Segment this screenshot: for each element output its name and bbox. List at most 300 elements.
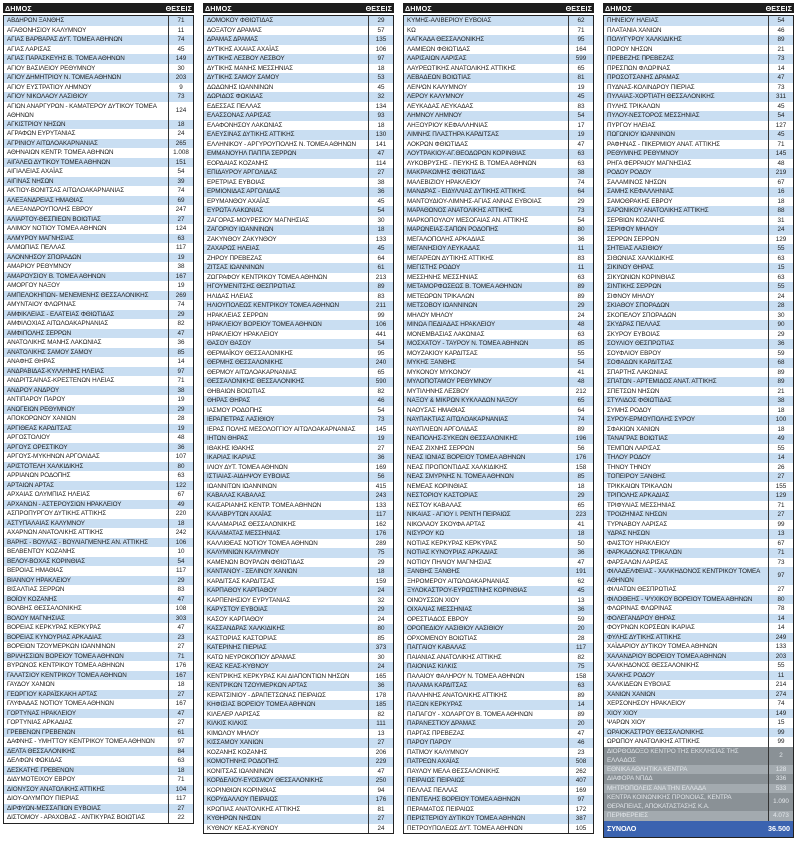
municipality-name: ΑΡΓΟΥΣ ΟΡΕΣΤΙΚΟΥ bbox=[7, 443, 68, 451]
positions-count: 63 bbox=[168, 756, 193, 766]
positions-count: 23 bbox=[168, 633, 193, 643]
municipality-name: ΣΦΑΚΙΩΝ ΧΑΝΙΩΝ bbox=[607, 425, 660, 433]
table-row bbox=[604, 396, 793, 406]
positions-count: 82 bbox=[368, 710, 393, 720]
municipality-name: ΜΟΥΖΑΚΙΟΥ ΚΑΡΔΙΤΣΑΣ bbox=[407, 349, 478, 357]
positions-count: 141 bbox=[368, 140, 393, 150]
municipality-name: ΣΑΛΑΜΙΝΟΣ ΝΗΣΩΝ bbox=[607, 178, 667, 186]
table-row bbox=[404, 672, 593, 682]
positions-count: 89 bbox=[768, 377, 793, 387]
municipality-name: ΠΑΡΑΝΕΣΤΙΟΥ ΔΡΑΜΑΣ bbox=[407, 720, 476, 727]
positions-count: 17 bbox=[568, 121, 593, 131]
table-row bbox=[604, 54, 793, 64]
municipality-name: ΔΥΤΙΚΗΣ ΜΑΝΗΣ ΜΕΣΣΗΝΙΑΣ bbox=[207, 64, 293, 72]
positions-count: 176 bbox=[568, 453, 593, 463]
table-row bbox=[204, 45, 393, 55]
table-row bbox=[204, 624, 393, 634]
special-row bbox=[604, 774, 793, 784]
table-row bbox=[4, 509, 193, 519]
header-positions: ΘΕΣΕΙΣ bbox=[365, 3, 392, 13]
municipality-name: ΕΛΕΥΣΙΝΑΣ ΔΥΤΙΚΗΣ ΑΤΤΙΚΗΣ bbox=[207, 131, 295, 138]
table-row bbox=[204, 16, 393, 26]
table-row bbox=[604, 263, 793, 273]
table-row bbox=[4, 243, 193, 253]
table-row bbox=[4, 633, 193, 643]
table-row bbox=[204, 672, 393, 682]
table-row bbox=[204, 757, 393, 767]
municipality-name: ΝΟΤΙΑΣ ΚΕΡΚΥΡΑΣ ΚΕΡΚΥΡΑΣ bbox=[407, 539, 497, 547]
municipality-name: ΒΟΛΟΥ ΜΑΓΝΗΣΙΑΣ bbox=[7, 614, 65, 622]
table-row bbox=[404, 254, 593, 264]
table-row bbox=[4, 253, 193, 263]
positions-count: 74 bbox=[168, 300, 193, 310]
positions-count: 85 bbox=[568, 472, 593, 482]
table-row bbox=[204, 824, 393, 834]
municipality-name: ΑΓΙΟΥ ΒΑΣΙΛΕΙΟΥ ΡΕΘΥΜΝΟΥ bbox=[7, 64, 96, 72]
table-row bbox=[404, 539, 593, 549]
positions-count: 39 bbox=[168, 177, 193, 187]
municipality-name: ΑΝΔΡΑΒΙΔΑΣ-ΚΥΛΛΗΝΗΣ ΗΛΕΙΑΣ bbox=[7, 367, 105, 375]
municipality-name: ΘΕΡΜΗΣ ΘΕΣΣΑΛΟΝΙΚΗΣ bbox=[207, 359, 283, 366]
table-row bbox=[4, 709, 193, 719]
table-row bbox=[4, 462, 193, 472]
municipality-name: ΤΡΙΚΚΑΙΩΝ ΤΡΙΚΑΛΩΝ bbox=[607, 482, 672, 490]
table-row bbox=[4, 54, 193, 64]
positions-count: 45 bbox=[568, 92, 593, 102]
municipality-name: ΗΡΑΚΛΕΙΟΥ ΗΡΑΚΛΕΙΟΥ bbox=[207, 330, 279, 338]
table-row bbox=[404, 596, 593, 606]
table-row bbox=[4, 64, 193, 74]
positions-count: 27 bbox=[168, 642, 193, 652]
table-row bbox=[204, 235, 393, 245]
table-row bbox=[604, 699, 793, 709]
positions-count: 167 bbox=[168, 671, 193, 681]
positions-count: 74 bbox=[568, 415, 593, 425]
municipality-name: ΒΟΡΕΙΩΝ ΤΖΟΥΜΕΡΚΩΝ ΙΩΑΝΝΙΝΩΝ bbox=[7, 643, 116, 650]
positions-count: 14 bbox=[768, 64, 793, 74]
table-row bbox=[204, 586, 393, 596]
table-row bbox=[604, 585, 793, 595]
municipality-name: ΠΑΙΟΝΙΑΣ ΚΙΛΚΙΣ bbox=[407, 663, 458, 670]
municipality-name: ΔΙΟΝΥΣΟΥ ΑΝΑΤΟΛΙΚΗΣ ΑΤΤΙΚΗΣ bbox=[7, 785, 105, 793]
header-municipality: ΔΗΜΟΣ bbox=[205, 3, 232, 13]
table-row bbox=[204, 558, 393, 568]
positions-count: 14 bbox=[568, 700, 593, 710]
municipality-name: ΦΑΡΣΑΛΩΝ ΛΑΡΙΣΑΣ bbox=[607, 558, 668, 566]
table-row bbox=[404, 54, 593, 64]
municipality-name: ΠΑΛΑΙΟΥ ΦΑΛΗΡΟΥ Ν. ΤΟΜΕΑ ΑΘΗΝΩΝ bbox=[407, 672, 525, 680]
table-row bbox=[204, 786, 393, 796]
table-row bbox=[404, 776, 593, 786]
table-row bbox=[404, 111, 593, 121]
table-row bbox=[204, 691, 393, 701]
municipality-name: ΜΕΤΑΜΟΡΦΩΣΕΩΣ Β. ΤΟΜΕΑ ΑΘΗΝΩΝ bbox=[407, 283, 522, 290]
table-row bbox=[204, 111, 393, 121]
positions-count: 36 bbox=[368, 681, 393, 691]
table-row bbox=[604, 728, 793, 738]
positions-count: 63 bbox=[568, 681, 593, 691]
municipality-name: ΑΜΑΡΙΟΥ ΡΕΘΥΜΝΟΥ bbox=[7, 263, 72, 270]
table-row bbox=[404, 358, 593, 368]
positions-count: 167 bbox=[168, 272, 193, 282]
positions-count: 85 bbox=[368, 634, 393, 644]
municipality-name: ΘΑΣΟΥ ΘΑΣΟΥ bbox=[207, 340, 252, 347]
positions-count: 24 bbox=[368, 586, 393, 596]
table-row bbox=[404, 510, 593, 520]
municipality-name: ΚΑΡΔΙΤΣΑΣ ΚΑΡΔΙΤΣΑΣ bbox=[207, 577, 275, 585]
municipality-name: ΘΗΒΑΙΩΝ ΒΟΙΩΤΙΑΣ bbox=[207, 387, 266, 395]
municipality-name: ΓΟΡΤΥΝΑΣ ΗΡΑΚΛΕΙΟΥ bbox=[7, 709, 76, 717]
positions-count: 30 bbox=[768, 311, 793, 321]
table-row bbox=[204, 330, 393, 340]
table-row bbox=[204, 92, 393, 102]
table-row bbox=[204, 311, 393, 321]
positions-count: 89 bbox=[568, 282, 593, 292]
municipality-name: ΚΕΝΤΡΙΚΩΝ ΤΖΟΥΜΕΡΚΩΝ ΑΡΤΑΣ bbox=[207, 682, 308, 689]
table-row bbox=[604, 16, 793, 26]
municipality-name: ΣΤΥΛΙΔΟΣ ΦΘΙΩΤΙΔΑΣ bbox=[607, 397, 672, 404]
positions-count: 158 bbox=[568, 463, 593, 473]
municipality-name: ΚΑΛΥΜΝΙΩΝ ΚΑΛΥΜΝΟΥ bbox=[207, 549, 280, 556]
table-row bbox=[204, 216, 393, 226]
municipality-name: ΦΟΥΡΝΩΝ ΚΟΡΣΕΩΝ ΙΚΑΡΙΑΣ bbox=[607, 624, 695, 631]
table-row bbox=[204, 358, 393, 368]
table-row bbox=[404, 311, 593, 321]
table-row bbox=[404, 187, 593, 197]
municipality-name: ΜΑΡΑΘΩΝΟΣ ΑΝΑΤΟΛΙΚΗΣ ΑΤΤΙΚΗΣ bbox=[407, 207, 513, 214]
municipality-name: ΝΙΣΥΡΟΥ ΚΩ bbox=[407, 530, 445, 537]
positions-count: 71 bbox=[768, 501, 793, 511]
municipality-name: ΠΑΤΡΕΩΝ ΑΧΑΪΑΣ bbox=[407, 758, 460, 765]
municipality-name: ΑΡΤΑΙΩΝ ΑΡΤΑΣ bbox=[7, 481, 54, 489]
positions-count: 149 bbox=[168, 54, 193, 64]
table-row bbox=[204, 615, 393, 625]
table-row bbox=[204, 710, 393, 720]
table-row bbox=[4, 680, 193, 690]
municipality-name: ΜΥΛΟΠΟΤΑΜΟΥ ΡΕΘΥΜΝΟΥ bbox=[407, 378, 492, 385]
table-row bbox=[204, 425, 393, 435]
table-row bbox=[204, 263, 393, 273]
positions-count: 80 bbox=[768, 595, 793, 605]
positions-count: 46 bbox=[368, 396, 393, 406]
municipality-name: ΠΟΡΟΥ ΝΗΣΩΝ bbox=[607, 45, 653, 53]
table-row bbox=[4, 92, 193, 102]
municipality-name: ΝΑΥΠΑΚΤΙΑΣ ΑΙΤΩΛΟΑΚΑΡΝΑΝΙΑΣ bbox=[407, 416, 509, 423]
municipality-name: ΔΙΣΤΟΜΟΥ - ΑΡΑΧΟΒΑΣ - ΑΝΤΙΚΥΡΑΣ ΒΟΙΩΤΙΑΣ bbox=[7, 814, 146, 821]
municipality-name: ΜΕΤΣΟΒΟΥ ΙΩΑΝΝΙΝΩΝ bbox=[407, 302, 478, 309]
municipality-name: ΗΡΑΚΛΕΙΟΥ ΒΟΡΕΙΟΥ ΤΟΜΕΑ ΑΘΗΝΩΝ bbox=[207, 321, 322, 328]
positions-count: 36 bbox=[568, 548, 593, 558]
municipality-name: ΤΥΡΝΑΒΟΥ ΛΑΡΙΣΑΣ bbox=[607, 520, 668, 528]
table-row bbox=[4, 357, 193, 367]
positions-count: 83 bbox=[568, 254, 593, 264]
positions-count: 90 bbox=[768, 320, 793, 330]
table-row bbox=[4, 262, 193, 272]
positions-count: 19 bbox=[368, 434, 393, 444]
table-row bbox=[604, 377, 793, 387]
positions-count: 133 bbox=[368, 235, 393, 245]
table-row bbox=[4, 766, 193, 776]
table-row bbox=[404, 453, 593, 463]
table-row bbox=[404, 320, 593, 330]
positions-count: 176 bbox=[368, 795, 393, 805]
positions-count: 93 bbox=[368, 111, 393, 121]
positions-count: 135 bbox=[368, 35, 393, 45]
table-row bbox=[404, 83, 593, 93]
positions-count: 214 bbox=[768, 680, 793, 690]
header-positions: ΘΕΣΕΙΣ bbox=[165, 3, 192, 13]
municipality-name: ΤΟΠΕΙΡΟΥ ΞΑΝΘΗΣ bbox=[607, 473, 666, 480]
positions-count: 24 bbox=[368, 615, 393, 625]
municipality-name: ΣΠΑΤΩΝ - ΑΡΤΕΜΙΔΟΣ ΑΝΑΤ. ΑΤΤΙΚΗΣ bbox=[607, 378, 717, 385]
positions-count: 54 bbox=[568, 216, 593, 226]
table-body bbox=[603, 15, 794, 838]
positions-count: 158 bbox=[568, 672, 593, 682]
positions-count: 73 bbox=[168, 92, 193, 102]
municipality-name: ΝΕΣΤΟΥ ΚΑΒΑΛΑΣ bbox=[407, 501, 462, 509]
positions-count: 533 bbox=[768, 784, 793, 794]
table-row bbox=[404, 349, 593, 359]
table-row bbox=[604, 35, 793, 45]
table-row bbox=[604, 320, 793, 330]
table-row bbox=[4, 585, 193, 595]
municipality-name: ΣΠΕΤΣΩΝ ΝΗΣΩΝ bbox=[607, 387, 660, 395]
positions-count: 54 bbox=[568, 358, 593, 368]
municipality-name: ΣΥΡΟΥ-ΕΡΜΟΥΠΟΛΗΣ ΣΥΡΟΥ bbox=[607, 416, 695, 423]
positions-count: 441 bbox=[368, 330, 393, 340]
table-column-2 bbox=[203, 3, 394, 838]
positions-count: 105 bbox=[568, 824, 593, 834]
municipality-name: ΑΒΔΗΡΩΝ ΞΑΝΘΗΣ bbox=[7, 17, 65, 24]
municipality-name: ΙΘΑΚΗΣ ΙΘΑΚΗΣ bbox=[207, 444, 255, 452]
table-row bbox=[604, 690, 793, 700]
positions-count: 99 bbox=[768, 520, 793, 530]
table-row bbox=[204, 643, 393, 653]
positions-count: 65 bbox=[568, 501, 593, 511]
positions-count: 57 bbox=[368, 26, 393, 36]
municipality-name: ΠΡΕΣΠΩΝ ΦΛΩΡΙΝΑΣ bbox=[607, 64, 671, 72]
table-row bbox=[4, 177, 193, 187]
municipality-name: ΧΑΛΚΗΣ ΡΟΔΟΥ bbox=[607, 671, 655, 679]
table-row bbox=[404, 263, 593, 273]
table-row bbox=[404, 482, 593, 492]
municipality-name: ΚΕΑΣ ΚΕΑΣ-ΚΥΘΝΟΥ bbox=[207, 663, 269, 670]
table-row bbox=[604, 661, 793, 671]
positions-count: 415 bbox=[368, 482, 393, 492]
municipality-name: ΒΟΪΟΥ ΚΟΖΑΝΗΣ bbox=[7, 595, 58, 603]
positions-count: 11 bbox=[168, 26, 193, 36]
table-row bbox=[404, 567, 593, 577]
municipality-name: ΠΥΛΟΥ-ΝΕΣΤΟΡΟΣ ΜΕΣΣΗΝΙΑΣ bbox=[607, 112, 700, 119]
table-row bbox=[204, 415, 393, 425]
table-row bbox=[604, 425, 793, 435]
table-row bbox=[204, 339, 393, 349]
municipality-name: ΚΕΝΤΡΑ ΚΟΙΝΩΝΙΚΗΣ ΠΡΟΝΟΙΑΣ, ΚΕΝΤΡΑ ΘΕΡΑΠΕΙΑΣ, ΑΠΟΚΑΤΑΣΤΑΣΗΣ Κ.Α. bbox=[607, 794, 732, 810]
positions-count: 303 bbox=[168, 614, 193, 624]
positions-count: 69 bbox=[168, 196, 193, 206]
positions-count: 41 bbox=[568, 368, 593, 378]
table-row bbox=[404, 206, 593, 216]
municipality-name: ΩΡΩΠΟΥ ΑΝΑΤΟΛΙΚΗΣ ΑΤΤΙΚΗΣ bbox=[607, 738, 700, 745]
table-row bbox=[204, 292, 393, 302]
positions-count: 178 bbox=[368, 691, 393, 701]
municipality-name: ΠΟΛΥΓΥΡΟΥ ΧΑΛΚΙΔΙΚΗΣ bbox=[607, 36, 682, 43]
municipality-name: ΙΛΙΟΥ ΔΥΤ. ΤΟΜΕΑ ΑΘΗΝΩΝ bbox=[207, 463, 288, 471]
positions-count: 89 bbox=[568, 710, 593, 720]
municipality-name: ΑΓΙΩΝ ΑΝΑΡΓΥΡΩΝ - ΚΑΜΑΤΕΡΟΥ ΔΥΤΙΚΟΥ ΤΟΜΕΑ ΑΘΗΝΩΝ bbox=[7, 102, 157, 119]
municipality-name: ΚΑΛΑΜΑΤΑΣ ΜΕΣΣΗΝΙΑΣ bbox=[207, 530, 281, 537]
municipality-name: ΗΛΙΟΥΠΟΛΕΩΣ ΚΕΝΤΡΙΚΟΥ ΤΟΜΕΑ ΑΘΗΝΩΝ bbox=[207, 302, 339, 309]
table-row bbox=[4, 785, 193, 795]
municipality-name: ΑΡΓΟΣΤΟΛΙΟΥ bbox=[7, 434, 50, 441]
positions-count: 196 bbox=[568, 434, 593, 444]
positions-count: 212 bbox=[568, 387, 593, 397]
table-row bbox=[604, 680, 793, 690]
table-row bbox=[4, 414, 193, 424]
table-row bbox=[604, 73, 793, 83]
positions-count: 20 bbox=[568, 624, 593, 634]
table-row bbox=[4, 139, 193, 149]
municipality-name: ΖΑΓΟΡΙΟΥ ΙΩΑΝΝΙΝΩΝ bbox=[207, 226, 274, 233]
municipality-name: ΠΕΤΡΟΥΠΟΛΕΩΣ ΔΥΤ. ΤΟΜΕΑ ΑΘΗΝΩΝ bbox=[407, 824, 523, 832]
table-header bbox=[3, 3, 194, 13]
municipality-name: ΜΟΣΧΑΤΟΥ - ΤΑΥΡΟΥ Ν. ΤΟΜΕΑ ΑΘΗΝΩΝ bbox=[407, 340, 529, 347]
municipality-name: ΛΕΙΨΩΝ ΚΑΛΥΜΝΟΥ bbox=[407, 83, 467, 91]
positions-count: 191 bbox=[568, 567, 593, 577]
positions-count: 67 bbox=[168, 490, 193, 500]
table-column-1 bbox=[3, 3, 194, 838]
table-row bbox=[204, 282, 393, 292]
municipality-name: ΠΑΥΛΟΥ ΜΕΛΑ ΘΕΣΣΑΛΟΝΙΚΗΣ bbox=[407, 767, 500, 775]
municipality-name: ΚΙΛΕΛΕΡ ΛΑΡΙΣΑΣ bbox=[207, 710, 261, 718]
table-row bbox=[404, 691, 593, 701]
positions-count: 18 bbox=[768, 197, 793, 207]
municipality-name: ΓΑΥΔΟΥ ΧΑΝΙΩΝ bbox=[7, 681, 55, 688]
positions-count: 508 bbox=[568, 757, 593, 767]
table-row bbox=[404, 168, 593, 178]
table-row bbox=[204, 130, 393, 140]
table-row bbox=[204, 767, 393, 777]
municipality-name: ΑΛΙΜΟΥ ΝΟΤΙΟΥ ΤΟΜΕΑ ΑΘΗΝΩΝ bbox=[7, 225, 107, 232]
positions-count: 36 bbox=[368, 453, 393, 463]
municipality-name: ΠΕΡΙΦΕΡΕΙΕΣ bbox=[607, 812, 649, 819]
positions-count: 55 bbox=[568, 349, 593, 359]
table-row bbox=[4, 310, 193, 320]
header-municipality: ΔΗΜΟΣ bbox=[405, 3, 432, 13]
positions-count: 85 bbox=[168, 348, 193, 358]
municipality-name: ΑΓΚΙΣΤΡΙΟΥ ΝΗΣΩΝ bbox=[7, 120, 66, 128]
table-row bbox=[4, 433, 193, 443]
table-row bbox=[404, 710, 593, 720]
table-body bbox=[203, 15, 394, 834]
municipality-name: ΚΑΛΛΙΘΕΑΣ ΝΟΤΙΟΥ ΤΟΜΕΑ ΑΘΗΝΩΝ bbox=[207, 539, 318, 547]
table-row bbox=[4, 395, 193, 405]
municipality-name: ΔΩΡΙΔΟΣ ΦΩΚΙΔΑΣ bbox=[207, 93, 263, 100]
table-row bbox=[604, 558, 793, 568]
table-row bbox=[404, 149, 593, 159]
positions-count: 38 bbox=[368, 178, 393, 188]
positions-count: 27 bbox=[768, 510, 793, 520]
table-row bbox=[404, 662, 593, 672]
table-header bbox=[203, 3, 394, 13]
municipality-name: ΚΑΛΑΜΑΡΙΑΣ ΘΕΣΣΑΛΟΝΙΚΗΣ bbox=[207, 520, 296, 528]
municipality-name: ΗΓΟΥΜΕΝΙΤΣΗΣ ΘΕΣΠΡΩΤΙΑΣ bbox=[207, 283, 296, 290]
positions-count: 247 bbox=[168, 205, 193, 215]
positions-count: 159 bbox=[368, 577, 393, 587]
positions-count: 590 bbox=[368, 377, 393, 387]
municipality-name: ΧΑΪΔΑΡΙΟΥ ΔΥΤΙΚΟΥ ΤΟΜΕΑ ΑΘΗΝΩΝ bbox=[607, 643, 718, 650]
positions-count: 97 bbox=[368, 54, 393, 64]
table-row bbox=[604, 292, 793, 302]
municipality-name: ΦΑΡΚΑΔΟΝΑΣ ΤΡΙΚΑΛΩΝ bbox=[607, 549, 682, 556]
table-row bbox=[4, 528, 193, 538]
table-row bbox=[604, 501, 793, 511]
table-row bbox=[204, 320, 393, 330]
municipality-name: ΚΗΦΙΣΙΑΣ ΒΟΡΕΙΟΥ ΤΟΜΕΑ ΑΘΗΝΩΝ bbox=[207, 701, 316, 708]
positions-count: 47 bbox=[568, 729, 593, 739]
positions-count: 127 bbox=[768, 121, 793, 131]
municipality-name: ΠΕΙΡΑΙΩΣ ΠΕΙΡΑΙΩΣ bbox=[407, 777, 465, 784]
municipality-name: ΑΓΙΟΥ ΝΙΚΟΛΑΟΥ ΛΑΣΙΘΙΟΥ bbox=[7, 93, 88, 100]
table-row bbox=[604, 482, 793, 492]
table-row bbox=[204, 605, 393, 615]
table-row bbox=[604, 520, 793, 530]
positions-count: 27 bbox=[768, 472, 793, 482]
municipality-name: ΣΙΘΩΝΙΑΣ ΧΑΛΚΙΔΙΚΗΣ bbox=[607, 254, 674, 262]
positions-count: 130 bbox=[368, 130, 393, 140]
municipality-name: ΠΑΛΛΗΝΗΣ ΑΝΑΤΟΛΙΚΗΣ ΑΤΤΙΚΗΣ bbox=[407, 691, 508, 699]
municipality-name: ΠΥΔΝΑΣ-ΚΟΛΙΝΔΡΟΥ ΠΙΕΡΙΑΣ bbox=[607, 83, 695, 91]
positions-count: 149 bbox=[768, 709, 793, 719]
municipality-name: ΛΟΚΡΩΝ ΦΘΙΩΤΙΔΑΣ bbox=[407, 140, 469, 148]
positions-count: 311 bbox=[768, 92, 793, 102]
positions-count: 13 bbox=[568, 596, 593, 606]
positions-count: 55 bbox=[768, 444, 793, 454]
table-row bbox=[604, 235, 793, 245]
municipality-name: ΚΑΣΤΟΡΙΑΣ ΚΑΣΤΟΡΙΑΣ bbox=[207, 634, 277, 642]
municipality-name: ΧΕΡΣΟΝΗΣΟΥ ΗΡΑΚΛΕΙΟΥ bbox=[607, 700, 686, 707]
table-row bbox=[204, 406, 393, 416]
municipality-name: ΙΕΡΑΣ ΠΟΛΗΣ ΜΕΣΟΛΟΓΓΙΟΥ ΑΙΤΩΛΟΑΚΑΡΝΑΝΙΑΣ bbox=[207, 425, 356, 433]
table-row bbox=[4, 338, 193, 348]
positions-count: 122 bbox=[168, 481, 193, 491]
table-row bbox=[604, 225, 793, 235]
municipality-name: ΚΥΜΗΣ-ΑΛΙΒΕΡΙΟΥ ΕΥΒΟΙΑΣ bbox=[407, 17, 492, 24]
table-row bbox=[604, 339, 793, 349]
municipality-name: ΚΑΣΣΑΝΔΡΑΣ ΧΑΛΚΙΔΙΚΗΣ bbox=[207, 625, 285, 632]
positions-count: 75 bbox=[568, 662, 593, 672]
table-row bbox=[4, 519, 193, 529]
positions-count: 71 bbox=[168, 376, 193, 386]
municipality-name: ΣΕΡΙΦΟΥ ΜΗΛΟΥ bbox=[607, 226, 659, 233]
positions-count: 36 bbox=[168, 338, 193, 348]
positions-count: 54 bbox=[368, 339, 393, 349]
municipality-name: ΜΕΓΑΝΗΣΙΟΥ ΛΕΥΚΑΔΑΣ bbox=[407, 245, 480, 252]
special-row bbox=[604, 811, 793, 821]
municipality-name: ΔΙΟΡΘΟΔΟΞΟ ΚΕΝΤΡΟ ΤΗΣ ΕΚΚΛΗΣΙΑΣ ΤΗΣ ΕΛΛΑΔΟΣ bbox=[607, 747, 739, 764]
table-row bbox=[204, 463, 393, 473]
positions-count: 63 bbox=[568, 330, 593, 340]
municipality-name: ΜΥΤΙΛΗΝΗΣ ΛΕΣΒΟΥ bbox=[407, 387, 469, 395]
municipality-name: ΝΟΤΙΟΥ ΠΗΛΙΟΥ ΜΑΓΝΗΣΙΑΣ bbox=[407, 558, 492, 566]
municipality-name: ΠΥΛΗΣ ΤΡΙΚΑΛΩΝ bbox=[607, 102, 660, 110]
positions-count: 47 bbox=[768, 73, 793, 83]
table-row bbox=[604, 709, 793, 719]
positions-count: 54 bbox=[768, 111, 793, 121]
positions-count: 250 bbox=[368, 776, 393, 786]
municipality-name: ΑΜΦΙΠΟΛΗΣ ΣΕΡΡΩΝ bbox=[7, 329, 72, 337]
municipality-name: ΞΗΡΟΜΕΡΟΥ ΑΙΤΩΛΟΑΚΑΡΝΑΝΙΑΣ bbox=[407, 577, 510, 585]
